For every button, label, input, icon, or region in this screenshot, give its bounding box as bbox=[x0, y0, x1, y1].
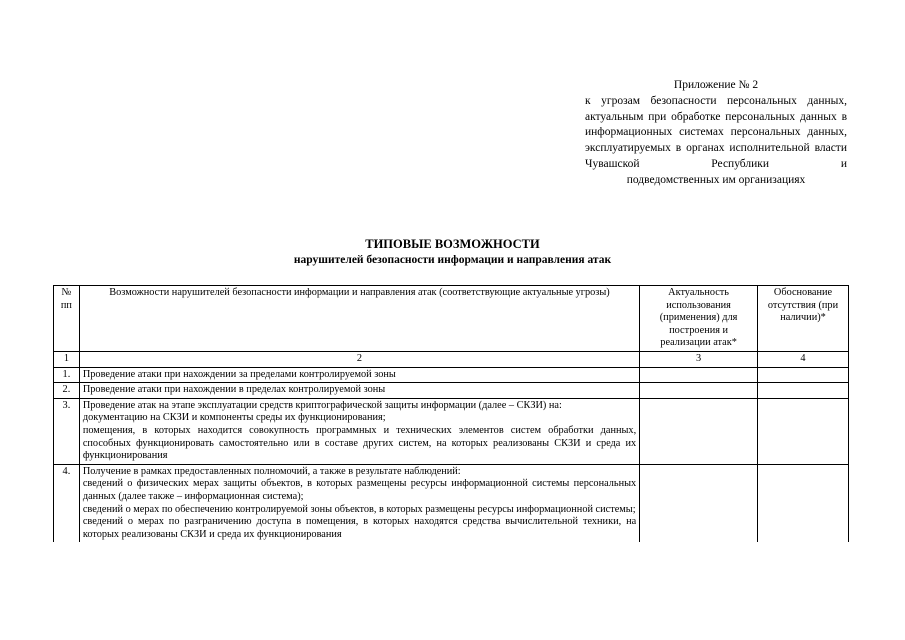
row-text-line: помещения, в которых находится совокупность программных и технических элементов систем обработки данных, способных функционировать самостоятельно или в составе других систем, на которых реализованы СКЗИ и среда их функционирования bbox=[82, 424, 637, 462]
appendix-body: к угрозам безопасности персональных данных, актуальным при обработке персональных данных в информационных системах персональных данных, эксплуатируемых в органах исполнительной власти Чувашской Республики и bbox=[585, 94, 847, 170]
row-number: 2. bbox=[54, 383, 80, 399]
table-row bbox=[54, 464, 849, 542]
column-number-row bbox=[54, 351, 849, 367]
appendix-header bbox=[585, 78, 847, 189]
header-relevance: Актуальность использования (применения) для построения и реализации атак* bbox=[640, 286, 758, 352]
justification-cell bbox=[758, 383, 849, 399]
document-subtitle: нарушителей безопасности информации и направления атак bbox=[293, 254, 612, 266]
relevance-cell bbox=[640, 398, 758, 464]
row-text-line: Проведение атаки при нахождении в пределах контролируемой зоны bbox=[82, 384, 386, 396]
row-number: 4. bbox=[54, 464, 80, 542]
row-number: 1. bbox=[54, 367, 80, 383]
justification-cell bbox=[758, 398, 849, 464]
appendix-title: Приложение № 2 bbox=[673, 79, 759, 91]
row-text-line: Проведение атаки при нахождении за пределами контролируемой зоны bbox=[82, 368, 396, 380]
table-row bbox=[54, 398, 849, 464]
header-capabilities: Возможности нарушителей безопасности информации и направления атак (соответствующие актуальные угрозы) bbox=[79, 286, 639, 352]
appendix-last-line: подведомственных им организациях bbox=[626, 173, 806, 186]
relevance-cell bbox=[640, 464, 758, 542]
document-title: ТИПОВЫЕ ВОЗМОЖНОСТИ bbox=[365, 237, 540, 251]
relevance-cell bbox=[640, 367, 758, 383]
row-text-line: Получение в рамках предоставленных полномочий, а также в результате наблюдений: bbox=[82, 465, 461, 477]
row-text bbox=[79, 383, 639, 399]
row-text bbox=[79, 464, 639, 542]
row-text-line: Проведение атак на этапе эксплуатации средств криптографической защиты информации (далее – СКЗИ) на: bbox=[82, 399, 562, 411]
table-row bbox=[54, 383, 849, 399]
column-number: 4 bbox=[758, 351, 849, 367]
header-num: № пп bbox=[54, 286, 80, 352]
table-row bbox=[54, 367, 849, 383]
justification-cell bbox=[758, 464, 849, 542]
row-number: 3. bbox=[54, 398, 80, 464]
row-text-line: сведений о мерах по обеспечению контролируемой зоны объектов, в которых размещены ресурсы информационной системы; bbox=[82, 503, 636, 515]
row-text-line: документацию на СКЗИ и компоненты среды их функционирования; bbox=[82, 412, 386, 424]
column-number: 1 bbox=[54, 351, 80, 367]
row-text bbox=[79, 367, 639, 383]
row-text bbox=[79, 398, 639, 464]
header-justification: Обоснование отсутствия (при наличии)* bbox=[758, 286, 849, 352]
table-header-row bbox=[54, 286, 849, 352]
column-number: 2 bbox=[79, 351, 639, 367]
capabilities-table bbox=[53, 285, 849, 542]
justification-cell bbox=[758, 367, 849, 383]
relevance-cell bbox=[640, 383, 758, 399]
row-text-line: сведений о физических мерах защиты объектов, в которых размещены ресурсы информационной системы персональных данных (далее также – информационная система); bbox=[82, 478, 637, 502]
row-text-line: сведений о мерах по разграничению доступа в помещения, в которых находятся средства вычислительной техники, на которых реализованы СКЗИ и среда их функционирования bbox=[82, 516, 637, 540]
column-number: 3 bbox=[640, 351, 758, 367]
